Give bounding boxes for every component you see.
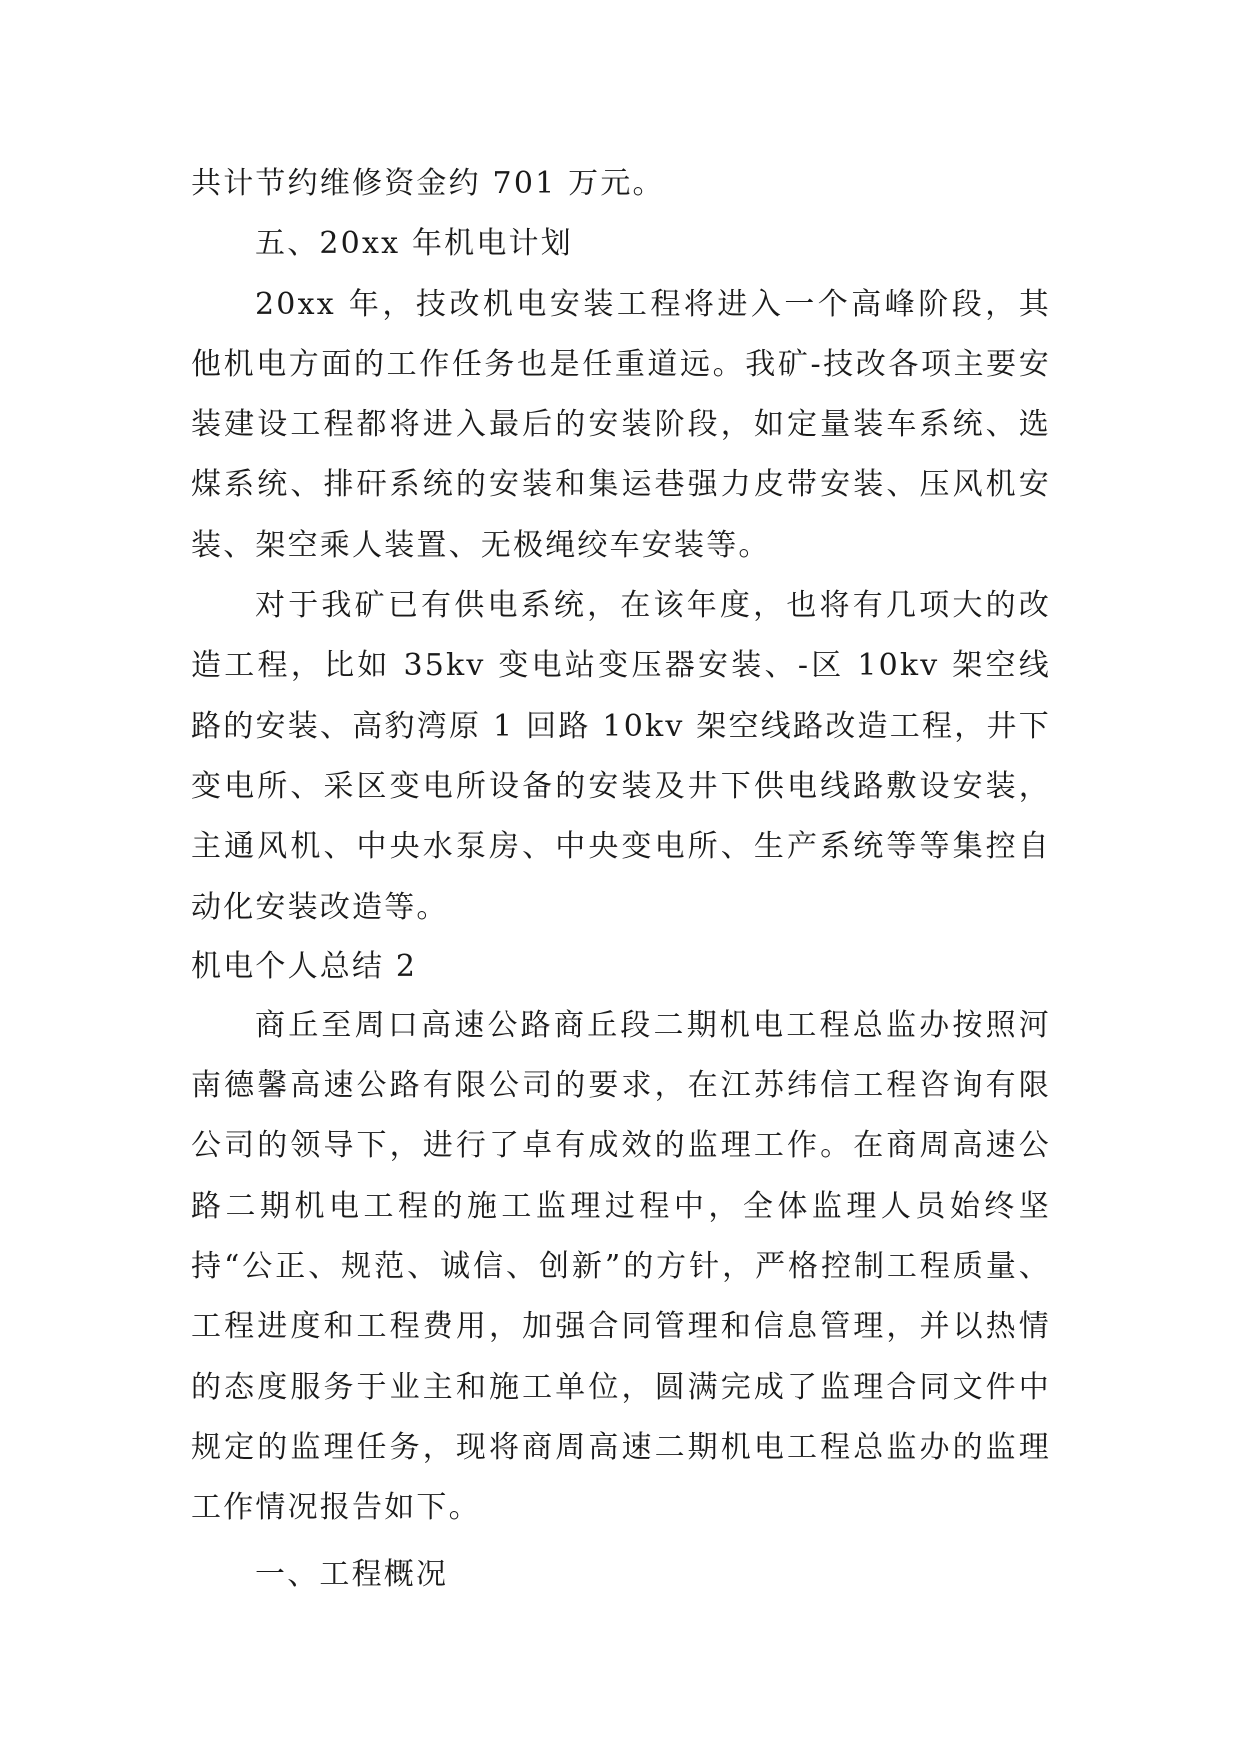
document-body [191,154,1051,1605]
section-heading-plan: 五、20xx 年机电计划 [255,226,573,262]
section-heading-project-overview: 一、工程概况 [255,1556,449,1592]
paragraph-power-supply: 对于我矿已有供电系统，在该年度，也将有几项大的改造工程，比如 35kv 变电站变压器安装、-区 10kv 架空线路的安装、高豹湾原 1 回路 10kv 架空线路改造工程，井下变电所、采区变电所设备的安装及井下供电线路敷设安装，主通风机、中央水泵房、中央变电所、生产系统等等集控自动化安装改造等。 [191,588,1051,925]
paragraph-installation-plan: 20xx 年，技改机电安装工程将进入一个高峰阶段，其他机电方面的工作任务也是任重道远。我矿-技改各项主要安装建设工程都将进入最后的安装阶段，如定量装车系统、选煤系统、排矸系统的安装和集运巷强力皮带安装、压风机安装、架空乘人装置、无极绳绞车安装等。 [191,286,1051,563]
paragraph-savings-total: 共计节约维修资金约 701 万元。 [191,166,665,201]
paragraph-supervision-report: 商丘至周口高速公路商丘段二期机电工程总监办按照河南德馨高速公路有限公司的要求，在江苏纬信工程咨询有限公司的领导下，进行了卓有成效的监理工作。在商周高速公路二期机电工程的施工监理过程中，全体监理人员始终坚持“公正、规范、诚信、创新”的方针，严格控制工程质量、工程进度和工程费用，加强合同管理和信息管理，并以热情的态度服务于业主和施工单位，圆满完成了监理合同文件中规定的监理任务，现将商周高速二期机电工程总监办的监理工作情况报告如下。 [191,1007,1051,1526]
document-title-summary-2: 机电个人总结 2 [191,948,418,984]
